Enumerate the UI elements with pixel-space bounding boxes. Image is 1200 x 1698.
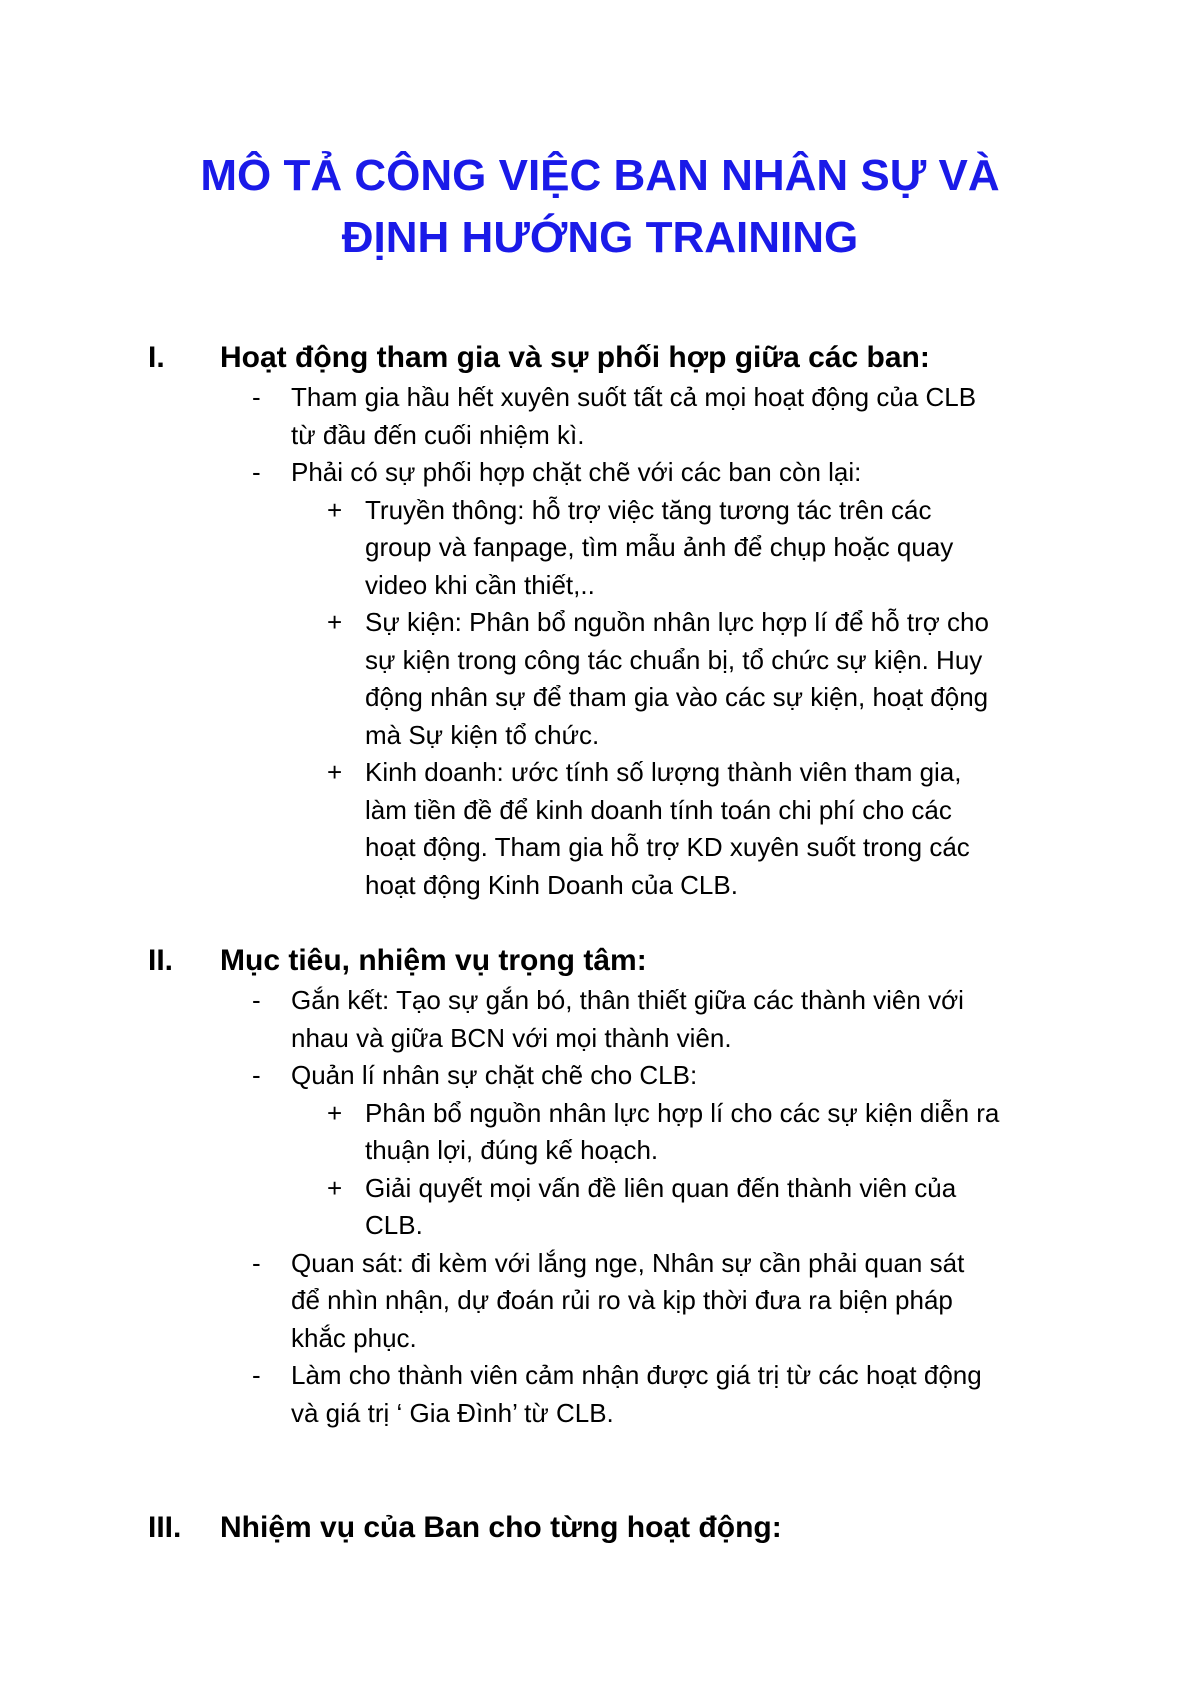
- plus-bullet: +: [327, 607, 343, 637]
- item-line: Truyền thông: hỗ trợ việc tăng tương tác trên các: [365, 494, 932, 525]
- item-line: thuận lợi, đúng kế hoạch.: [365, 1135, 659, 1165]
- dash-bullet: -: [252, 382, 261, 412]
- section-heading: [0, 1508, 1200, 1548]
- item-line: hoạt động. Tham gia hỗ trợ KD xuyên suốt trong các: [365, 832, 970, 862]
- list-item: [0, 754, 1200, 904]
- list-item: [0, 1095, 1200, 1170]
- item-line: group và fanpage, tìm mẫu ảnh để chụp hoặc quay: [365, 532, 954, 562]
- item-line: làm tiền đề để kinh doanh tính toán chi phí cho các: [365, 794, 952, 825]
- list-item: [0, 1170, 1200, 1245]
- list-item: [0, 1057, 1200, 1095]
- item-line: Sự kiện: Phân bổ nguồn nhân lực hợp lí để hỗ trợ cho: [365, 607, 989, 637]
- list-item: [0, 1245, 1200, 1358]
- item-line: Quan sát: đi kèm với lắng nge, Nhân sự cần phải quan sát: [291, 1247, 965, 1278]
- title-line-1: MÔ TẢ CÔNG VIỆC BAN NHÂN SỰ VÀ: [200, 151, 1000, 200]
- item-line: Làm cho thành viên cảm nhận được giá trị từ các hoạt động: [291, 1360, 982, 1390]
- item-line: hoạt động Kinh Doanh của CLB.: [365, 869, 738, 900]
- item-line: Tham gia hầu hết xuyên suốt tất cả mọi hoạt động của CLB: [291, 382, 977, 412]
- item-line: mà Sự kiện tổ chức.: [365, 719, 600, 750]
- section-heading: [0, 338, 1200, 378]
- item-line: nhau và giữa BCN với mọi thành viên.: [291, 1022, 732, 1053]
- list-item: [0, 604, 1200, 754]
- section-title: Hoạt động tham gia và sự phối hợp giữa các ban:: [220, 341, 930, 374]
- plus-bullet: +: [327, 1097, 343, 1128]
- item-line: Gắn kết: Tạo sự gắn bó, thân thiết giữa các thành viên với: [291, 985, 964, 1015]
- list-item: [0, 379, 1200, 454]
- section-number: II.: [148, 944, 174, 977]
- section-title: Nhiệm vụ của Ban cho từng hoạt động:: [220, 1511, 782, 1544]
- list-item: [0, 982, 1200, 1057]
- plus-bullet: +: [327, 494, 343, 525]
- section-1: [0, 338, 1200, 904]
- item-line: video khi cần thiết,..: [365, 569, 595, 600]
- item-line: Kinh doanh: ước tính số lượng thành viên tham gia,: [365, 757, 962, 787]
- section-heading: [0, 941, 1200, 981]
- section-2: [0, 941, 1200, 1432]
- dash-bullet: -: [252, 1247, 261, 1278]
- item-line: khắc phục.: [291, 1322, 417, 1353]
- document-title: [0, 145, 1200, 269]
- item-line: Phải có sự phối hợp chặt chẽ với các ban còn lại:: [291, 457, 862, 487]
- list-item: [0, 1357, 1200, 1432]
- item-line: Phân bổ nguồn nhân lực hợp lí cho các sự kiện diễn ra: [365, 1097, 1000, 1128]
- section-3: [0, 1508, 1200, 1548]
- section-number: I.: [148, 341, 165, 374]
- dash-bullet: -: [252, 1060, 261, 1090]
- section-title: Mục tiêu, nhiệm vụ trọng tâm:: [220, 944, 647, 977]
- list-item: [0, 492, 1200, 605]
- list-item: [0, 454, 1200, 492]
- item-line: Giải quyết mọi vấn đề liên quan đến thành viên của: [365, 1172, 957, 1203]
- item-line: để nhìn nhận, dự đoán rủi ro và kịp thời đưa ra biện pháp: [291, 1285, 953, 1315]
- item-line: sự kiện trong công tác chuẩn bị, tổ chức sự kiện. Huy: [365, 644, 983, 675]
- plus-bullet: +: [327, 757, 343, 787]
- section-number: III.: [148, 1511, 182, 1544]
- item-line: và giá trị ‘ Gia Đình’ từ CLB.: [291, 1397, 614, 1428]
- item-line: từ đầu đến cuối nhiệm kì.: [291, 419, 585, 450]
- dash-bullet: -: [252, 1360, 261, 1390]
- plus-bullet: +: [327, 1172, 343, 1203]
- title-line-2: ĐỊNH HƯỚNG TRAINING: [341, 213, 859, 262]
- item-line: Quản lí nhân sự chặt chẽ cho CLB:: [291, 1060, 698, 1090]
- item-line: động nhân sự để tham gia vào các sự kiện, hoạt động: [365, 682, 989, 712]
- item-line: CLB.: [365, 1210, 423, 1240]
- dash-bullet: -: [252, 985, 261, 1015]
- dash-bullet: -: [252, 457, 261, 487]
